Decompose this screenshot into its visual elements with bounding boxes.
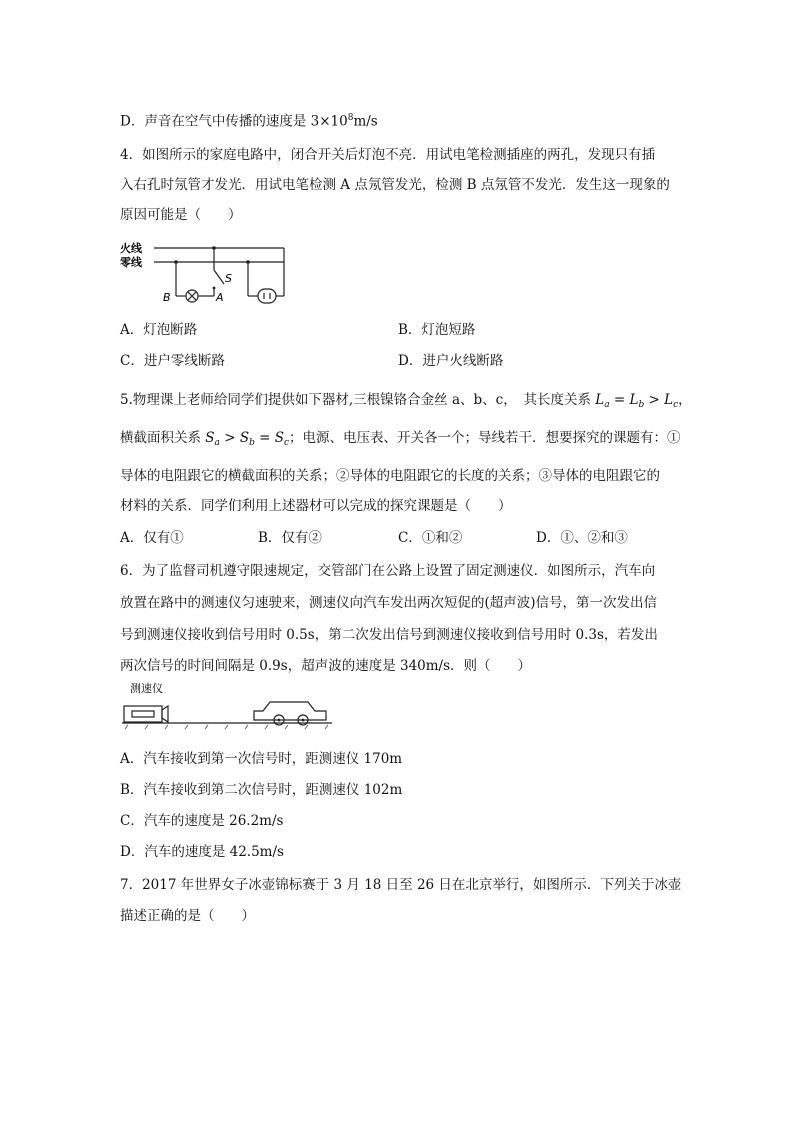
q4-stem-line2: 入右孔时氖管才发光．用试电笔检测 A 点氖管发光，检测 B 点氖管不发光．发生这一现象的 [120,177,670,193]
q4-point-a-label: A [216,291,224,304]
q5-stem-line2: 横截面积关系 $S_a > S_b = S_c$；电源、电压表、开关各一个；导线若干．想要探究的课题有：① [120,430,681,448]
q5-option-a: A．仅有① [120,530,184,546]
q5-stem-line1: 5.物理课上老师给同学们提供如下器材,三根镍铬合金丝 a、b、c， 其长度关系 $L_a = L_b > L_c$， [120,392,692,410]
q5-stem-line4: 材料的关系．同学们利用上述器材可以完成的探究课题是（ ） [120,498,512,514]
q6-option-d: D．汽车的速度是 42.5m/s [120,844,284,860]
q4-stem-line1: 4．如图所示的家庭电路中，闭合开关后灯泡不亮．用试电笔检测插座的两孔，发现只有插 [120,147,656,163]
q6-stem-line1: 6．为了监督司机遵守限速规定，交管部门在公路上设置了固定测速仪．如图所示，汽车向 [120,563,656,579]
q5-option-b: B．仅有② [258,530,322,546]
q4-option-b: B．灯泡短路 [398,322,476,338]
q4-stem-line3: 原因可能是（ ） [120,207,242,223]
q6-option-a: A．汽车接收到第一次信号时，距测速仪 170m [120,751,403,767]
q5-stem-line1-text: 5.物理课上老师给同学们提供如下器材,三根镍铬合金丝 a、b、c， 其长度关系 [120,392,591,408]
q6-option-c: C．汽车的速度是 26.2m/s [120,813,284,829]
q7-stem-line2: 描述正确的是（ ） [120,908,255,924]
q4-neutral-wire-label: 零线 [120,256,142,269]
q6-stem-line2: 放置在路中的测速仪匀速驶来，测速仪向汽车发出两次短促的(超声波)信号，第一次发出信 [120,595,658,611]
q5-area-relation: $S_a > S_b = S_c$ [205,430,290,448]
q5-length-relation: $L_a = L_b > L_c$ [595,392,679,410]
q5-stem-line2-text: 横截面积关系 [120,430,201,446]
q4-switch-label: S [225,272,232,285]
q5-option-c: C．①和② [398,530,463,546]
q3-option-d-unit: m/s [353,113,378,130]
q4-circuit-diagram [118,238,290,308]
q3-option-d-text: D．声音在空气中传播的速度是 3×10 [120,113,348,130]
q6-speed-detector-label: 测速仪 [130,682,163,695]
q6-stem-line4: 两次信号的时间间隔是 0.9s，超声波的速度是 340m/s．则（ ） [120,658,532,674]
q5-stem-line3: 导体的电阻跟它的横截面积的关系；②导体的电阻跟它的长度的关系；③导体的电阻跟它的 [120,468,660,484]
q6-option-b: B．汽车接收到第二次信号时，距测速仪 102m [120,782,403,798]
q4-option-a: A．灯泡断路 [120,322,198,338]
q7-stem-line1: 7．2017 年世界女子冰壶锦标赛于 3 月 18 日至 26 日在北京举行，如图所示．下列关于冰壶 [120,877,682,893]
q6-speed-detector-diagram [118,680,338,732]
q4-option-c: C．进户零线断路 [120,353,225,369]
q4-live-wire-label: 火线 [120,242,142,255]
q4-point-b-label: B [163,291,171,304]
q3-option-d-exponent: 8 [347,113,354,123]
q3-option-d [120,108,378,132]
q5-option-d: D．①、②和③ [536,530,628,546]
q4-option-d: D．进户火线断路 [398,353,504,369]
q6-stem-line3: 号到测速仪接收到信号用时 0.5s，第二次发出信号到测速仪接收到信号用时 0.3s，若发出 [120,627,658,643]
